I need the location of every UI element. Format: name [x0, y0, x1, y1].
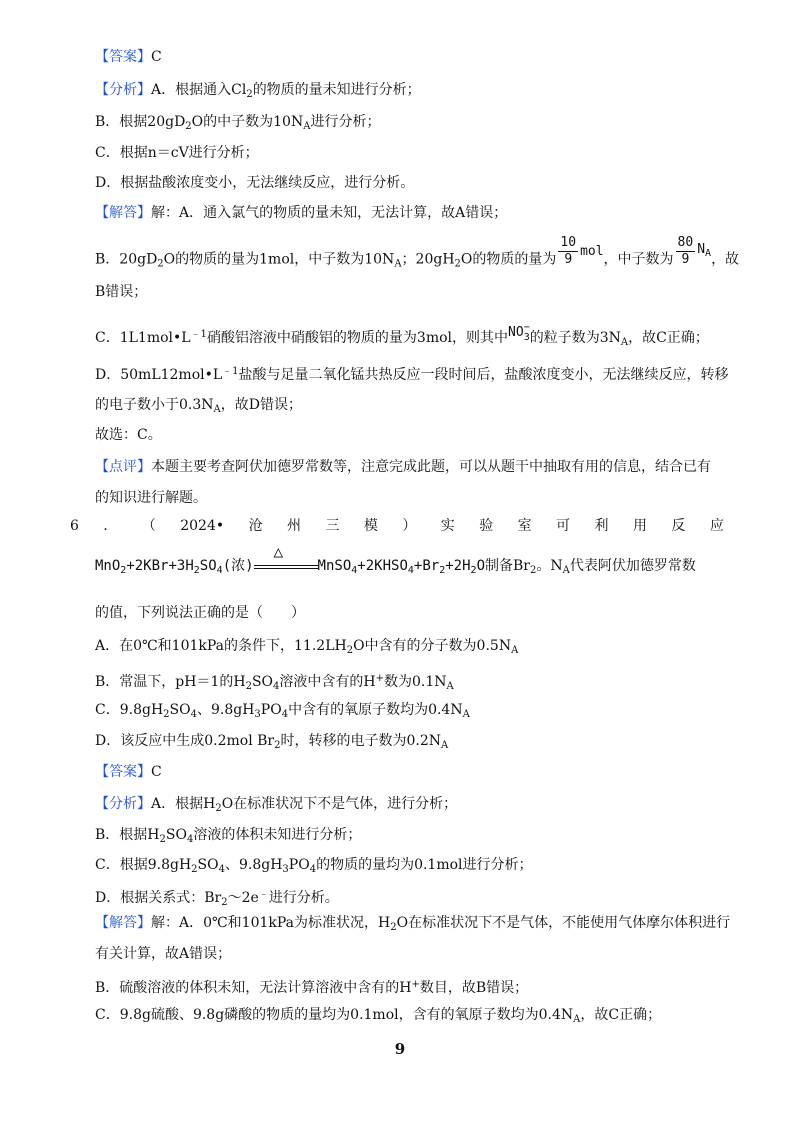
- answer-tag: 【答案】: [95, 49, 151, 65]
- q6-option-d: D．该反应中生成0.2mol $Br_2$时，转移的电子数为$0.2N_A$: [95, 733, 449, 751]
- q5-choose: 故选：C。: [95, 427, 162, 443]
- answer-tag: 【答案】: [95, 764, 151, 780]
- q5-solution-d: D．$50mL12mol•L^{﹣1}$盐酸与足量二氧化锰共热反应一段时间后，盐酸浓度变小，无法继续反应，转移: [95, 366, 729, 383]
- solution-tag: 【解答】: [95, 915, 151, 931]
- q5-solution-c: C．$1L1mol•L^{﹣1}$硝酸铝溶液中硝酸铝的物质的量为3mol，则其中NO − 3 的粒子数为$3N_A$，故C正确；: [95, 321, 709, 348]
- heating-arrow: [254, 542, 318, 576]
- q5-answer: 【答案】C: [95, 49, 162, 65]
- heat-triangle-icon: △: [273, 542, 284, 561]
- q6-analysis-a: 【分析】A．根据$H_2O$在标准状况下不是气体，进行分析；: [95, 796, 458, 814]
- q5-solution-b-cont: B错误；: [95, 284, 148, 300]
- q6-solution-a: 【解答】解：A．0℃和101kPa为标准状况，$H_2O$在标准状况下不是气体，不能使用气体摩尔体积进行: [95, 915, 731, 933]
- q6-analysis-c: C．根据$9.8gH_2SO_4$、$9.8gH_3PO_4$的物质的量均为0.1mol进行分析；: [95, 857, 533, 875]
- q6-stem: 的值，下列说法正确的是（ ）: [95, 605, 305, 621]
- q6-analysis-d: D．根据关系式：$Br_2\sim 2e^﹣$进行分析。: [95, 889, 339, 908]
- fraction-10-9: $\frac{10}{9}$: [560, 235, 577, 267]
- q5-analysis-a: 【分析】A．根据通入$Cl_2$的物质的量未知进行分析；: [95, 82, 421, 100]
- analysis-tag: 【分析】: [95, 82, 151, 98]
- q5-comment: 【点评】本题主要考查阿伏加德罗常数等，注意完成此题，可以从题干中抽取有用的信息，结合已有: [95, 459, 711, 475]
- q6-solution-a-cont: 有关计算，故A错误；: [95, 946, 232, 962]
- q5-analysis-d: D．根据盐酸浓度变小，无法继续反应，进行分析。: [95, 175, 415, 191]
- q5-analysis-b: B．根据$20gD_2O$的中子数为$10N_A$进行分析；: [95, 114, 381, 132]
- comment-tag: 【点评】: [95, 459, 151, 475]
- q6-solution-b: B．硫酸溶液的体积未知，无法计算溶液中含有的H+数目，故B错误；: [95, 979, 529, 996]
- question-number: 6: [70, 518, 79, 534]
- q5-analysis-c: C．根据n＝cV进行分析；: [95, 145, 259, 161]
- q6-solution-c: C．9.8g硫酸、9.8g磷酸的物质的量均为0.1mol，含有的氧原子数均为$0.4N_A$，故C正确；: [95, 1007, 662, 1025]
- q6-header: 6 ． （ 2024• 沧 州 三 模 ） 实 验 室 可 利 用 反 应: [70, 518, 724, 534]
- q6-option-b: B．常温下，pH＝1的$H_2SO_4$溶液中含有的H+数为$0.1N_A$: [95, 673, 454, 692]
- nitrate-ion: NO − 3: [508, 321, 530, 343]
- q5-solution-b: B．$20gD_2O$的物质的量为1mol，中子数为$10N_A$；$20gH_2O$的物质的量为 $\frac{10}{9}$ mol，中子数为 $\frac{80}{9}$ $N_A$，故: [95, 235, 740, 270]
- analysis-tag: 【分析】: [95, 796, 151, 812]
- q6-option-c: C．$9.8gH_2SO_4$、$9.8gH_3PO_4$中含有的氧原子数均为$0.4N_A$: [95, 702, 470, 720]
- q5-solution-d-cont: 的电子数小于$0.3N_A$，故D错误；: [95, 397, 302, 415]
- q5-solution-a: 【解答】解：A．通入氯气的物质的量未知，无法计算，故A错误；: [95, 205, 508, 221]
- q6-answer: 【答案】C: [95, 764, 162, 780]
- q6-option-a: A．在0℃和101kPa的条件下，$11.2LH_2O$中含有的分子数为$0.5N_A$: [95, 638, 519, 656]
- reaction-equation: $MnO_2+2KBr+3H_2SO_4$(浓) △ $MnSO_4+2KHSO_4+Br_2+2H_2O$制备$Br_2$。$N_A$代表阿伏加德罗常数: [95, 542, 696, 576]
- solution-tag: 【解答】: [95, 205, 151, 221]
- page-number: 9: [394, 1040, 406, 1058]
- fraction-80-9: $\frac{80}{9}$: [677, 235, 694, 267]
- q6-analysis-b: B．根据$H_2SO_4$溶液的体积未知进行分析；: [95, 827, 362, 845]
- q5-comment-cont: 的知识进行解题。: [95, 490, 207, 506]
